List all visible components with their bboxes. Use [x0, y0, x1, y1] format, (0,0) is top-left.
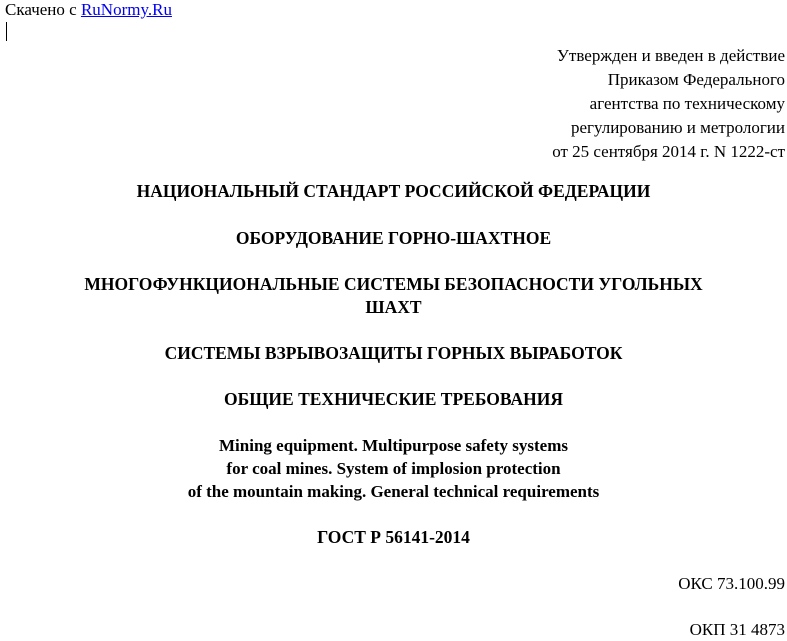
subject-heading: ОБОРУДОВАНИЕ ГОРНО-ШАХТНОЕ — [235, 228, 552, 248]
gost-number: ГОСТ Р 56141-2014 — [317, 527, 470, 547]
approval-line: агентства по техническому — [589, 94, 785, 113]
approval-line: от 25 сентября 2014 г. N 1222-ст — [552, 142, 785, 161]
system-title-line: ШАХТ — [365, 297, 422, 317]
approval-block — [552, 44, 785, 164]
requirements-heading: ОБЩИЕ ТЕХНИЧЕСКИЕ ТРЕБОВАНИЯ — [224, 389, 563, 409]
okp-code: ОКП 31 4873 — [689, 620, 785, 639]
standard-title: НАЦИОНАЛЬНЫЙ СТАНДАРТ РОССИЙСКОЙ ФЕДЕРАЦИИ — [136, 181, 651, 201]
approval-line: Утвержден и введен в действие — [556, 46, 785, 65]
oks-code: ОКС 73.100.99 — [678, 574, 785, 593]
english-title-line: of the mountain making. General technical requirements — [187, 482, 600, 501]
system-title — [8, 273, 779, 319]
source-link[interactable]: RuNormy.Ru — [80, 0, 172, 19]
english-title-line: Mining equipment. Multipurpose safety systems — [219, 436, 568, 455]
subsystem-heading: СИСТЕМЫ ВЗРЫВОЗАЩИТЫ ГОРНЫХ ВЫРАБОТОК — [164, 343, 623, 363]
text-cursor — [6, 22, 7, 41]
approval-line: регулированию и метрологии — [570, 118, 785, 137]
source-line — [5, 0, 172, 20]
system-title-line: МНОГОФУНКЦИОНАЛЬНЫЕ СИСТЕМЫ БЕЗОПАСНОСТИ УГОЛЬНЫХ — [84, 274, 703, 294]
english-title — [0, 434, 787, 503]
source-prefix: Скачено с — [5, 0, 81, 19]
approval-line: Приказом Федерального — [607, 70, 785, 89]
english-title-line: for coal mines. System of implosion protection — [226, 459, 561, 478]
